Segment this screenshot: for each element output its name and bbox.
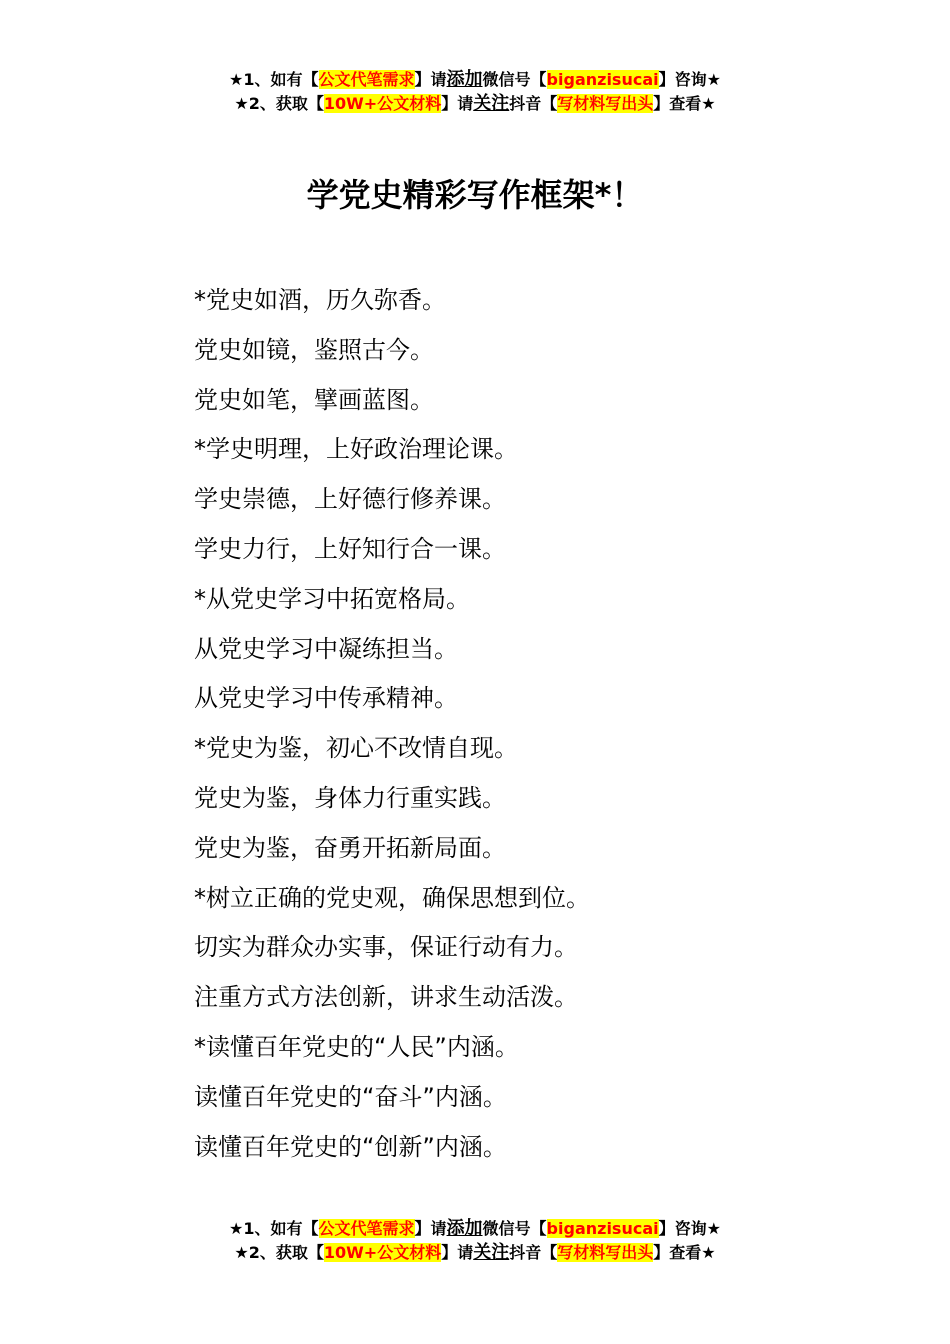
notice-line-1 bbox=[0, 1217, 950, 1241]
body-line: *学史明理，上好政治理论课。 bbox=[194, 435, 518, 464]
document-title: 学党史精彩写作框架*！ bbox=[306, 176, 644, 214]
body-line: 党史为鉴，奋勇开拓新局面。 bbox=[194, 833, 506, 862]
notice-text: 微信号【 bbox=[482, 1219, 547, 1238]
body-line: 学史崇德，上好德行修养课。 bbox=[194, 485, 506, 514]
notice-line-2 bbox=[0, 92, 950, 116]
notice-text: 抖音【 bbox=[509, 94, 558, 113]
highlight-douyin-account: 写材料写出头 bbox=[557, 94, 654, 113]
body-line: *读懂百年党史的“人民”内涵。 bbox=[194, 1032, 519, 1061]
notice-text: 】请 bbox=[441, 1243, 474, 1262]
highlight-service: 公文代笔需求 bbox=[318, 1219, 415, 1238]
notice-text: ★2、获取【 bbox=[234, 1243, 324, 1262]
notice-text: ★1、如有【 bbox=[229, 1219, 319, 1238]
notice-text: 】请 bbox=[414, 70, 447, 89]
document-body bbox=[194, 276, 874, 1172]
highlight-materials: 10W+公文材料 bbox=[323, 94, 442, 113]
notice-text: 】咨询★ bbox=[658, 1219, 721, 1238]
notice-line-1 bbox=[0, 68, 950, 92]
body-line: 读懂百年党史的“奋斗”内涵。 bbox=[194, 1082, 507, 1111]
body-line: 切实为群众办实事，保证行动有力。 bbox=[194, 933, 578, 962]
notice-text: 抖音【 bbox=[509, 1243, 558, 1262]
body-line: 学史力行，上好知行合一课。 bbox=[194, 534, 506, 563]
body-line: 读懂百年党史的“创新”内涵。 bbox=[194, 1132, 507, 1161]
highlight-materials: 10W+公文材料 bbox=[323, 1243, 442, 1262]
notice-text: ★1、如有【 bbox=[229, 70, 319, 89]
notice-text: 】查看★ bbox=[653, 94, 716, 113]
notice-text: 】请 bbox=[414, 1219, 447, 1238]
emphasis-text: 添加 bbox=[446, 69, 483, 90]
notice-text: ★2、获取【 bbox=[234, 94, 324, 113]
emphasis-text: 添加 bbox=[446, 1218, 483, 1239]
highlight-wechat-id: biganzisucai bbox=[546, 1219, 659, 1238]
body-line: *党史为鉴，初心不改情自现。 bbox=[194, 734, 518, 763]
highlight-douyin-account: 写材料写出头 bbox=[557, 1243, 654, 1262]
footer-notice bbox=[0, 1217, 950, 1265]
body-line: 党史如笔，擘画蓝图。 bbox=[194, 385, 434, 414]
notice-text: 】咨询★ bbox=[658, 70, 721, 89]
body-line: 党史如镜，鉴照古今。 bbox=[194, 335, 434, 364]
notice-line-2 bbox=[0, 1241, 950, 1265]
notice-text: 】查看★ bbox=[653, 1243, 716, 1262]
body-line: *党史如酒，历久弥香。 bbox=[194, 286, 446, 314]
notice-text: 】请 bbox=[441, 94, 474, 113]
body-line: 党史为鉴，身体力行重实践。 bbox=[194, 783, 506, 812]
notice-text: 微信号【 bbox=[482, 70, 547, 89]
body-line: 从党史学习中传承精神。 bbox=[194, 684, 458, 713]
highlight-wechat-id: biganzisucai bbox=[546, 70, 659, 89]
emphasis-text: 关注 bbox=[473, 93, 510, 114]
body-line: 注重方式方法创新，讲求生动活泼。 bbox=[194, 983, 578, 1012]
highlight-service: 公文代笔需求 bbox=[318, 70, 415, 89]
body-line: *从党史学习中拓宽格局。 bbox=[194, 584, 470, 613]
body-line: *树立正确的党史观，确保思想到位。 bbox=[194, 883, 590, 912]
emphasis-text: 关注 bbox=[473, 1242, 510, 1263]
body-line: 从党史学习中凝练担当。 bbox=[194, 634, 458, 663]
header-notice bbox=[0, 68, 950, 116]
